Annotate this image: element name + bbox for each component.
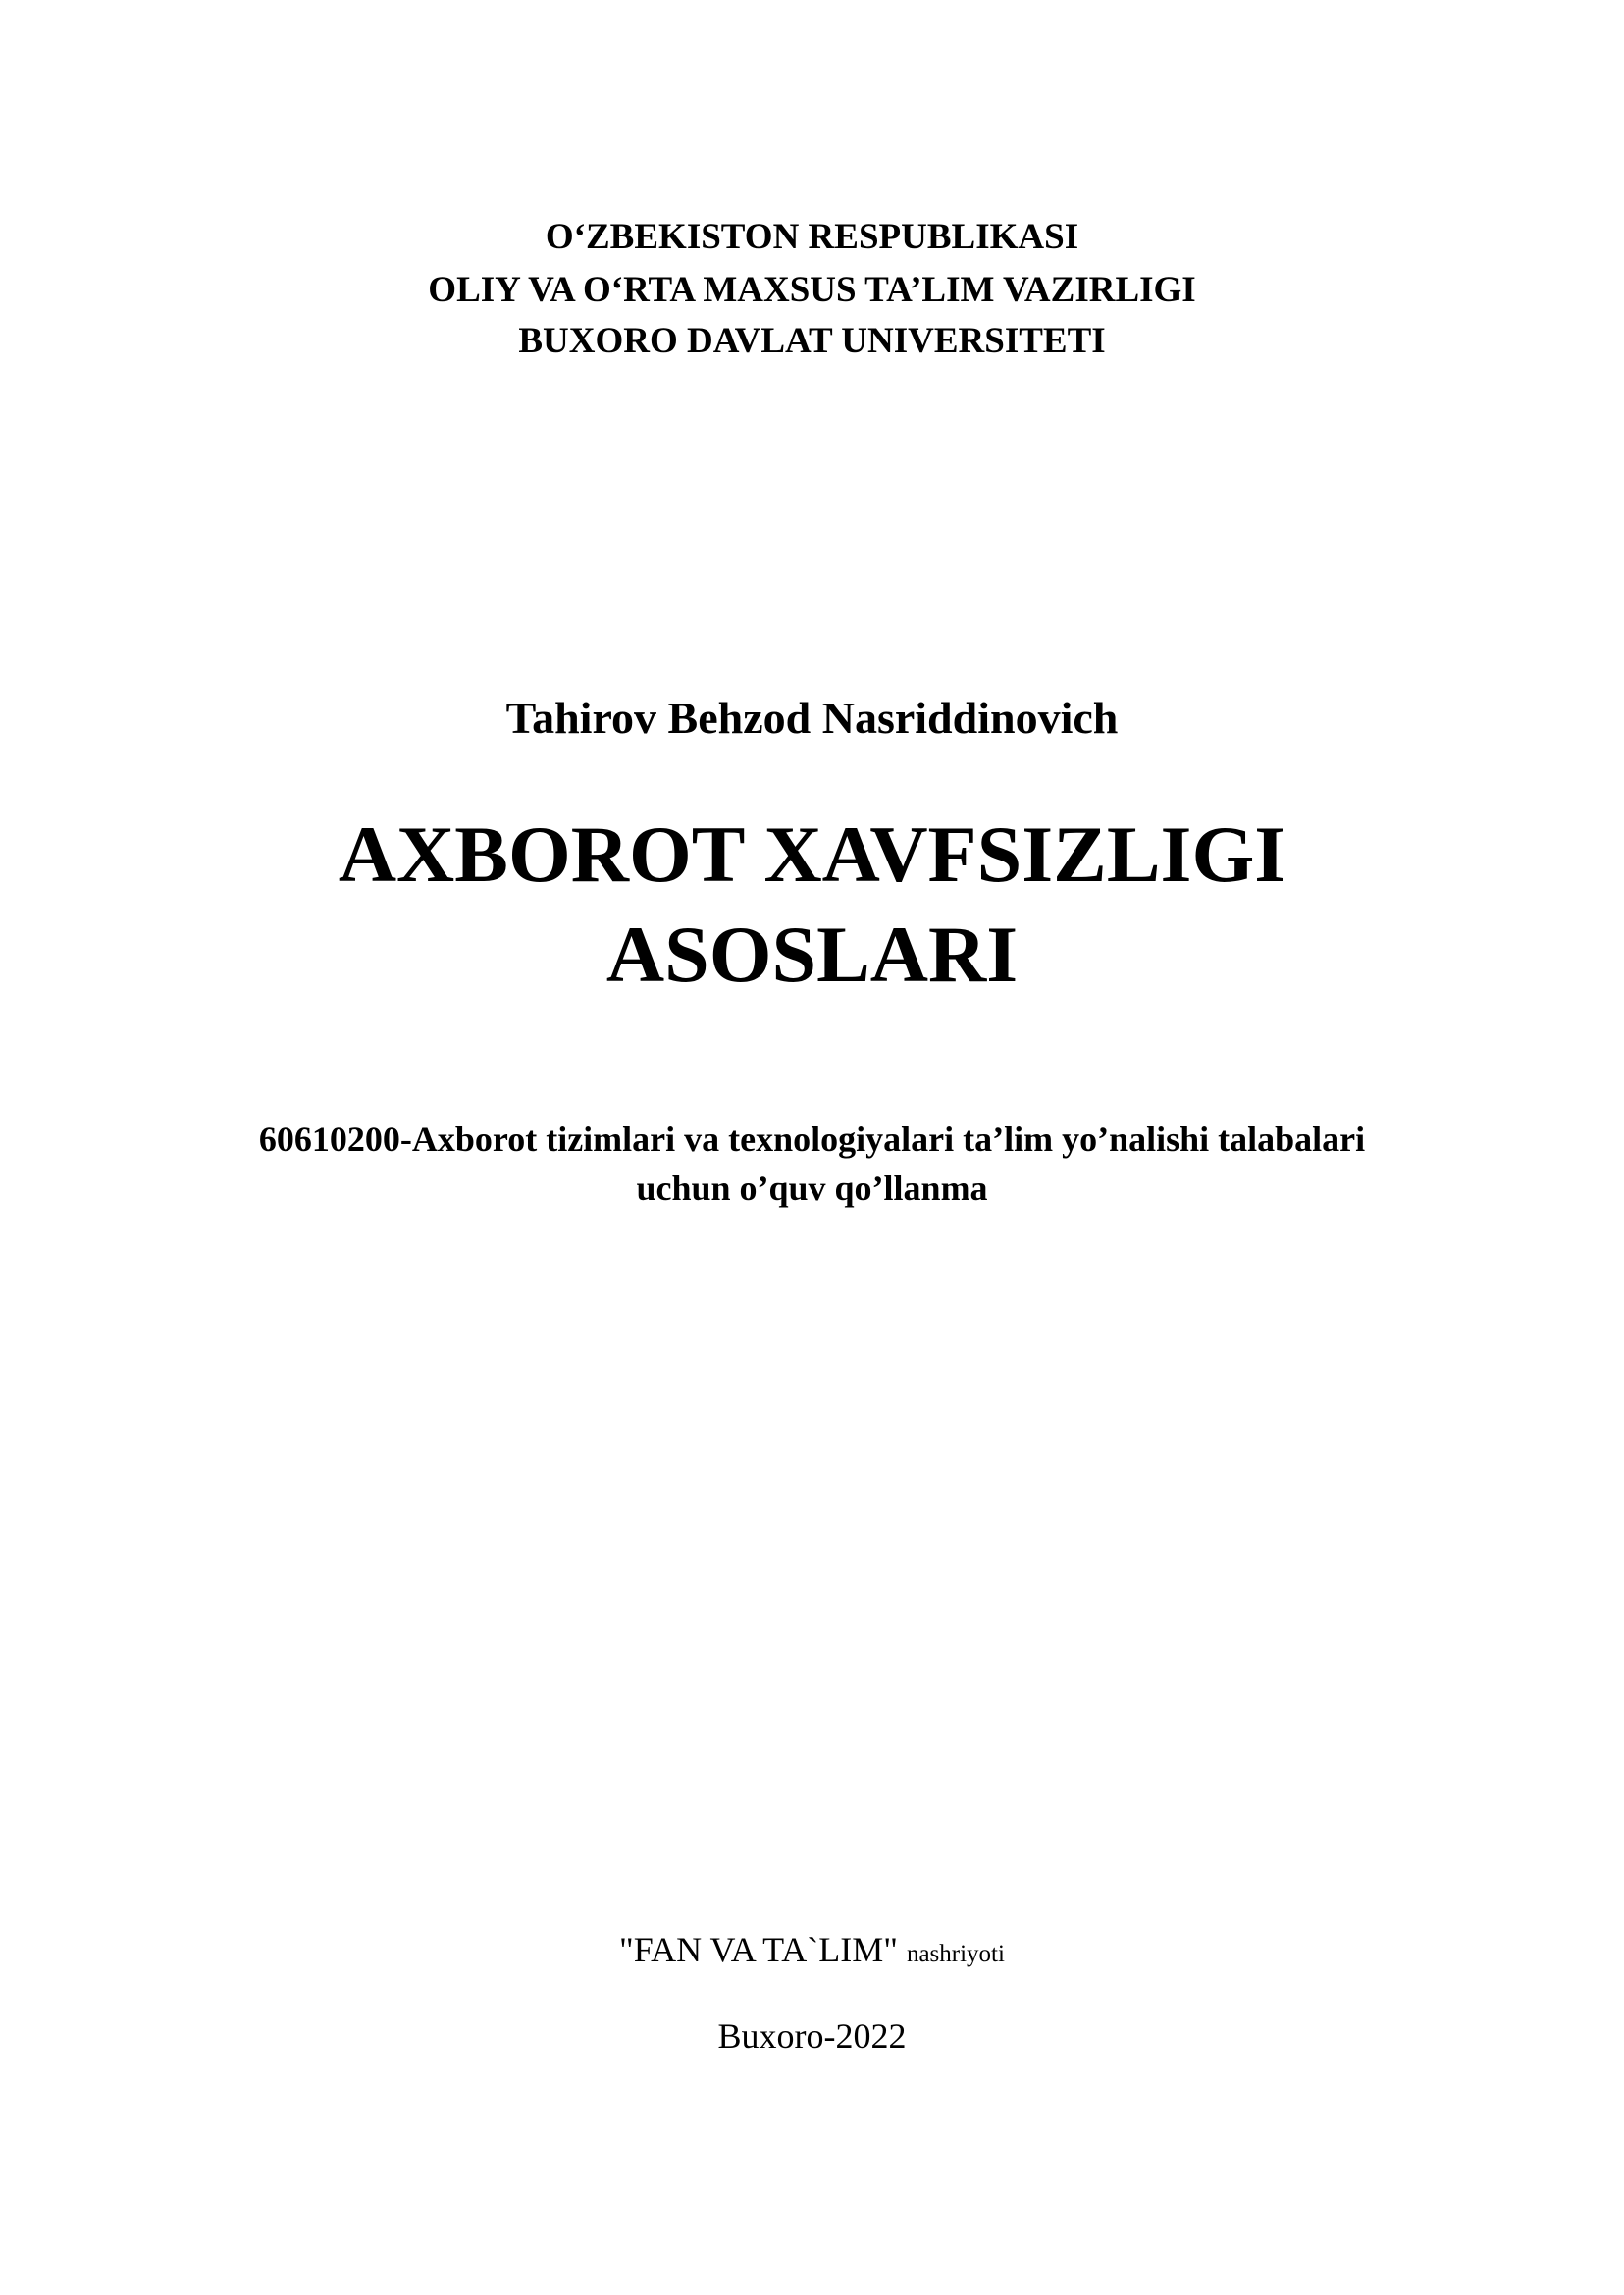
ministry-heading: OLIY VA O‘RTA MAXSUS TA’LIM VAZIRLIGI: [428, 270, 1196, 310]
publisher-name: "FAN VA TA`LIM": [619, 1930, 898, 1969]
publisher-line: [0, 1929, 1624, 1975]
book-title-line-2: ASOSLARI: [605, 910, 1019, 999]
book-title-line-1: AXBOROT XAVFSIZLIGI: [338, 809, 1286, 899]
subtitle-line-1: 60610200-Axborot tizimlari va texnologiyalari ta’lim yo’nalishi talabalari: [258, 1120, 1366, 1159]
country-heading: O‘ZBEKISTON RESPUBLIKASI: [545, 217, 1079, 257]
author-name: Tahirov Behzod Nasriddinovich: [505, 693, 1119, 743]
city-year: Buxoro-2022: [717, 2016, 907, 2056]
subtitle-line-2: uchun o’quv qo’llanma: [636, 1169, 988, 1208]
publisher-suffix: nashriyoti: [906, 1941, 1005, 1967]
university-heading: BUXORO DAVLAT UNIVERSITETI: [518, 321, 1106, 361]
